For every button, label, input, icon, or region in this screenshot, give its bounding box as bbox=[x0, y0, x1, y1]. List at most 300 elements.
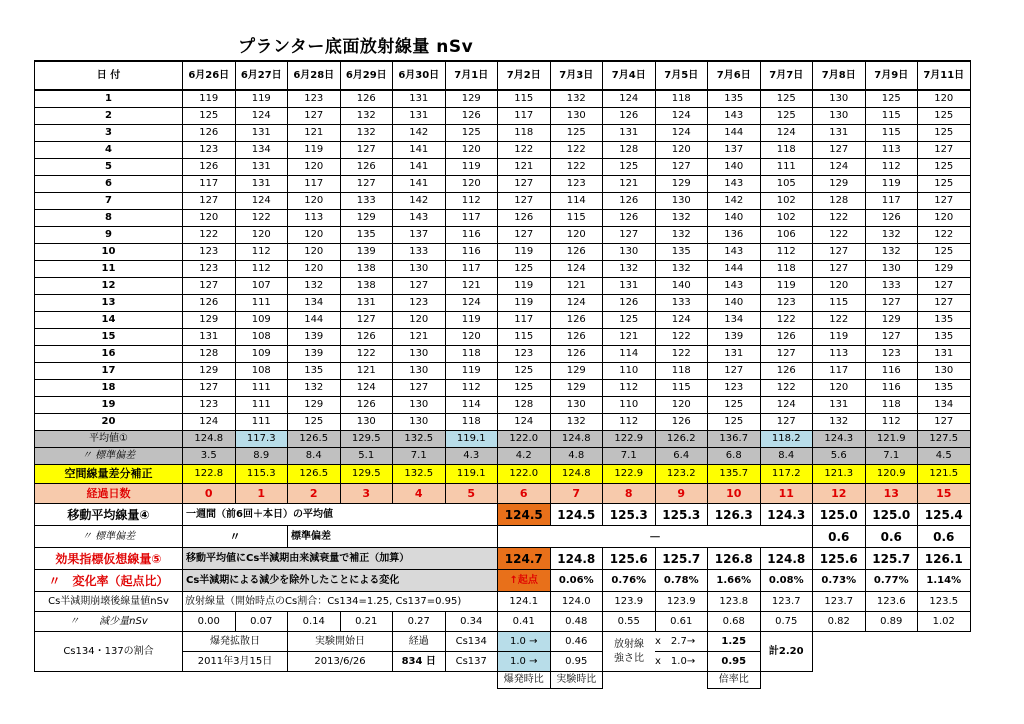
value-cell: 120 bbox=[918, 210, 971, 227]
value-cell: 129 bbox=[655, 176, 708, 193]
row-number: 1 bbox=[35, 90, 183, 108]
moving-average-cell: 125.4 bbox=[918, 504, 971, 526]
value-cell: 118 bbox=[760, 261, 813, 278]
change-rate-cell: 0.77% bbox=[865, 570, 918, 592]
decrease-cell: 0.00 bbox=[183, 612, 236, 632]
value-cell: 123 bbox=[865, 346, 918, 363]
value-cell: 114 bbox=[445, 397, 498, 414]
value-cell: 118 bbox=[760, 142, 813, 159]
cs-decay-cell: 124.0 bbox=[550, 592, 603, 612]
value-cell: 111 bbox=[235, 414, 288, 431]
effect-cell: 125.6 bbox=[813, 548, 866, 570]
value-cell: 122 bbox=[550, 159, 603, 176]
value-cell: 128 bbox=[603, 142, 656, 159]
change-rate-cell: 0.78% bbox=[655, 570, 708, 592]
value-cell: 120 bbox=[393, 312, 446, 329]
average-row bbox=[35, 431, 971, 448]
change-rate-cell: 1.14% bbox=[918, 570, 971, 592]
value-cell: 140 bbox=[708, 159, 761, 176]
elapsed-days-cell: 13 bbox=[865, 484, 918, 504]
value-cell: 108 bbox=[235, 329, 288, 346]
value-cell: 135 bbox=[918, 329, 971, 346]
value-cell: 126 bbox=[445, 108, 498, 125]
blank-cell bbox=[918, 632, 971, 652]
value-cell: 131 bbox=[918, 346, 971, 363]
row-number: 12 bbox=[35, 278, 183, 295]
value-cell: 116 bbox=[445, 244, 498, 261]
value-cell: 127 bbox=[918, 295, 971, 312]
value-cell: 123 bbox=[183, 142, 236, 159]
date-cell: 7月5日 bbox=[655, 61, 708, 90]
value-cell: 111 bbox=[235, 380, 288, 397]
value-cell: 112 bbox=[235, 261, 288, 278]
value-cell: 117 bbox=[445, 261, 498, 278]
cs-decay-note: 放射線量（開始時点のCs割合：Cs134=1.25, Cs137=0.95) bbox=[183, 592, 498, 612]
decrease-cell: 0.82 bbox=[813, 612, 866, 632]
row-number: 20 bbox=[35, 414, 183, 431]
stddev-cell: 3.5 bbox=[183, 448, 236, 465]
experiment-start-date: 2013/6/26 bbox=[288, 652, 393, 672]
value-cell: 126 bbox=[340, 397, 393, 414]
value-cell: 116 bbox=[865, 380, 918, 397]
elapsed-days-cell: 11 bbox=[760, 484, 813, 504]
date-cell: 7月1日 bbox=[445, 61, 498, 90]
value-cell: 127 bbox=[865, 329, 918, 346]
value-cell: 141 bbox=[393, 159, 446, 176]
value-cell: 131 bbox=[393, 90, 446, 108]
value-cell: 128 bbox=[813, 193, 866, 210]
value-cell: 123 bbox=[183, 261, 236, 278]
stddev-cell: 7.1 bbox=[603, 448, 656, 465]
value-cell: 126 bbox=[183, 159, 236, 176]
value-cell: 140 bbox=[708, 295, 761, 312]
correction-cell: 126.5 bbox=[288, 465, 341, 484]
date-cell: 7月2日 bbox=[498, 61, 551, 90]
value-cell: 127 bbox=[918, 193, 971, 210]
moving-stddev-cell: 0.6 bbox=[865, 526, 918, 548]
table-row bbox=[35, 108, 971, 125]
table-row bbox=[35, 244, 971, 261]
elapsed-days-cell: 0 bbox=[183, 484, 236, 504]
value-cell: 127 bbox=[918, 142, 971, 159]
correction-label: 空間線量差分補正 bbox=[35, 465, 183, 484]
value-cell: 127 bbox=[918, 278, 971, 295]
date-cell: 7月4日 bbox=[603, 61, 656, 90]
value-cell: 119 bbox=[865, 176, 918, 193]
value-cell: 141 bbox=[393, 142, 446, 159]
elapsed-days-cell: 1 bbox=[235, 484, 288, 504]
value-cell: 123 bbox=[183, 244, 236, 261]
value-cell: 127 bbox=[760, 414, 813, 431]
value-cell: 127 bbox=[340, 176, 393, 193]
correction-cell: 121.5 bbox=[918, 465, 971, 484]
value-cell: 144 bbox=[288, 312, 341, 329]
value-cell: 119 bbox=[445, 312, 498, 329]
decrease-cell: 0.48 bbox=[550, 612, 603, 632]
value-cell: 120 bbox=[550, 227, 603, 244]
cs-decay-label: Cs半減期崩壊後線量値nSv bbox=[35, 592, 183, 612]
value-cell: 127 bbox=[340, 142, 393, 159]
page-title: プランター底面放射線量 nSv bbox=[238, 37, 474, 57]
change-rate-cell: 0.73% bbox=[813, 570, 866, 592]
row-number: 17 bbox=[35, 363, 183, 380]
value-cell: 125 bbox=[603, 312, 656, 329]
elapsed-header: 経過 bbox=[393, 632, 446, 652]
moving-average-cell: 126.3 bbox=[708, 504, 761, 526]
value-cell: 126 bbox=[603, 295, 656, 312]
value-cell: 122 bbox=[655, 329, 708, 346]
value-cell: 125 bbox=[918, 176, 971, 193]
value-cell: 125 bbox=[708, 397, 761, 414]
table-row bbox=[35, 227, 971, 244]
table-row bbox=[35, 312, 971, 329]
value-cell: 131 bbox=[813, 125, 866, 142]
correction-cell: 123.2 bbox=[655, 465, 708, 484]
value-cell: 124 bbox=[445, 295, 498, 312]
blank-cell bbox=[865, 632, 918, 652]
value-cell: 122 bbox=[498, 142, 551, 159]
row-number: 10 bbox=[35, 244, 183, 261]
value-cell: 129 bbox=[865, 312, 918, 329]
value-cell: 126 bbox=[655, 414, 708, 431]
correction-cell: 119.1 bbox=[445, 465, 498, 484]
value-cell: 122 bbox=[183, 227, 236, 244]
experiment-start-header: 実験開始日 bbox=[288, 632, 393, 652]
correction-cell: 122.0 bbox=[498, 465, 551, 484]
value-cell: 127 bbox=[183, 193, 236, 210]
value-cell: 123 bbox=[498, 346, 551, 363]
correction-cell: 117.2 bbox=[760, 465, 813, 484]
value-cell: 111 bbox=[235, 397, 288, 414]
value-cell: 143 bbox=[708, 176, 761, 193]
elapsed-days-cell: 6 bbox=[498, 484, 551, 504]
value-cell: 127 bbox=[288, 108, 341, 125]
table-row bbox=[35, 159, 971, 176]
value-cell: 124 bbox=[340, 380, 393, 397]
value-cell: 130 bbox=[393, 397, 446, 414]
radiation-strength-label: 放射線 強さ比 bbox=[603, 632, 656, 672]
value-cell: 131 bbox=[235, 159, 288, 176]
moving-average-cell: 125.0 bbox=[865, 504, 918, 526]
correction-cell: 121.3 bbox=[813, 465, 866, 484]
value-cell: 121 bbox=[393, 329, 446, 346]
value-cell: 132 bbox=[655, 227, 708, 244]
date-cell: 7月8日 bbox=[813, 61, 866, 90]
value-cell: 127 bbox=[183, 278, 236, 295]
moving-stddev-row bbox=[35, 526, 971, 548]
value-cell: 131 bbox=[393, 108, 446, 125]
value-cell: 130 bbox=[550, 397, 603, 414]
value-cell: 111 bbox=[760, 159, 813, 176]
value-cell: 130 bbox=[603, 244, 656, 261]
value-cell: 126 bbox=[498, 210, 551, 227]
stddev-cell: 8.4 bbox=[760, 448, 813, 465]
blank-cell bbox=[918, 652, 971, 672]
elapsed-days-cell: 3 bbox=[340, 484, 393, 504]
moving-average-cell: 125.3 bbox=[603, 504, 656, 526]
cs-decay-cell: 124.1 bbox=[498, 592, 551, 612]
value-cell: 120 bbox=[655, 397, 708, 414]
average-cell: 132.5 bbox=[393, 431, 446, 448]
average-cell: 122.9 bbox=[603, 431, 656, 448]
blank-cell bbox=[918, 672, 971, 689]
ditto-mark: 〃 bbox=[183, 526, 288, 548]
table-row bbox=[35, 90, 971, 108]
date-cell: 6月29日 bbox=[340, 61, 393, 90]
value-cell: 126 bbox=[550, 346, 603, 363]
cs-decay-cell: 123.6 bbox=[865, 592, 918, 612]
value-cell: 119 bbox=[445, 159, 498, 176]
average-cell: 127.5 bbox=[918, 431, 971, 448]
value-cell: 119 bbox=[498, 278, 551, 295]
value-cell: 117 bbox=[813, 363, 866, 380]
value-cell: 120 bbox=[183, 210, 236, 227]
value-cell: 137 bbox=[708, 142, 761, 159]
value-cell: 102 bbox=[760, 193, 813, 210]
value-cell: 134 bbox=[708, 312, 761, 329]
value-cell: 129 bbox=[918, 261, 971, 278]
value-cell: 124 bbox=[550, 295, 603, 312]
cs-decay-cell: 123.8 bbox=[708, 592, 761, 612]
correction-cell: 124.8 bbox=[550, 465, 603, 484]
value-cell: 125 bbox=[445, 125, 498, 142]
value-cell: 133 bbox=[393, 244, 446, 261]
row-number: 3 bbox=[35, 125, 183, 142]
blank-cell bbox=[340, 672, 393, 689]
value-cell: 122 bbox=[813, 210, 866, 227]
value-cell: 132 bbox=[655, 261, 708, 278]
decrease-cell: 0.14 bbox=[288, 612, 341, 632]
value-cell: 126 bbox=[603, 193, 656, 210]
value-cell: 127 bbox=[393, 380, 446, 397]
stddev-cell: 4.3 bbox=[445, 448, 498, 465]
total-ratio: 計2.20 bbox=[760, 632, 813, 672]
row-number: 8 bbox=[35, 210, 183, 227]
effect-row bbox=[35, 548, 971, 570]
value-cell: 130 bbox=[393, 261, 446, 278]
effect-cell: 124.8 bbox=[550, 548, 603, 570]
value-cell: 120 bbox=[288, 159, 341, 176]
value-cell: 120 bbox=[918, 90, 971, 108]
change-rate-cell: 1.66% bbox=[708, 570, 761, 592]
value-cell: 119 bbox=[498, 244, 551, 261]
blank-cell bbox=[35, 672, 183, 689]
moving-stddev-label: 〃 標準偏差 bbox=[35, 526, 183, 548]
value-cell: 127 bbox=[498, 176, 551, 193]
stddev-cell: 8.9 bbox=[235, 448, 288, 465]
value-cell: 113 bbox=[288, 210, 341, 227]
cs-decay-cell: 123.9 bbox=[655, 592, 708, 612]
cs134-ratio: 1.0 → bbox=[498, 632, 551, 652]
average-label: 平均値① bbox=[35, 431, 183, 448]
row-number: 6 bbox=[35, 176, 183, 193]
value-cell: 116 bbox=[445, 227, 498, 244]
blank-cell bbox=[393, 672, 446, 689]
effect-cell: 125.7 bbox=[865, 548, 918, 570]
value-cell: 135 bbox=[918, 312, 971, 329]
value-cell: 112 bbox=[603, 380, 656, 397]
row-number: 11 bbox=[35, 261, 183, 278]
value-cell: 132 bbox=[340, 125, 393, 142]
value-cell: 120 bbox=[445, 329, 498, 346]
value-cell: 106 bbox=[760, 227, 813, 244]
effect-cell: 124.7 bbox=[498, 548, 551, 570]
moving-average-cell: 125.3 bbox=[655, 504, 708, 526]
cs-decay-cell: 123.5 bbox=[918, 592, 971, 612]
value-cell: 143 bbox=[393, 210, 446, 227]
value-cell: 126 bbox=[183, 295, 236, 312]
value-cell: 118 bbox=[655, 90, 708, 108]
date-cell: 6月28日 bbox=[288, 61, 341, 90]
effect-cell: 125.7 bbox=[655, 548, 708, 570]
value-cell: 138 bbox=[340, 261, 393, 278]
decrease-cell: 0.21 bbox=[340, 612, 393, 632]
average-cell: 126.2 bbox=[655, 431, 708, 448]
moving-average-cell: 124.5 bbox=[498, 504, 551, 526]
value-cell: 131 bbox=[340, 295, 393, 312]
value-cell: 127 bbox=[340, 312, 393, 329]
average-cell: 119.1 bbox=[445, 431, 498, 448]
stddev-cell: 6.4 bbox=[655, 448, 708, 465]
value-cell: 122 bbox=[918, 227, 971, 244]
blank-cell bbox=[288, 672, 341, 689]
blank-cell bbox=[445, 672, 498, 689]
value-cell: 122 bbox=[340, 346, 393, 363]
value-cell: 133 bbox=[340, 193, 393, 210]
value-cell: 132 bbox=[865, 227, 918, 244]
value-cell: 122 bbox=[655, 346, 708, 363]
value-cell: 130 bbox=[340, 414, 393, 431]
value-cell: 125 bbox=[288, 414, 341, 431]
value-cell: 131 bbox=[603, 125, 656, 142]
value-cell: 120 bbox=[813, 278, 866, 295]
value-cell: 143 bbox=[708, 244, 761, 261]
blank-cell bbox=[760, 672, 813, 689]
stddev-cell: 6.8 bbox=[708, 448, 761, 465]
row-number: 16 bbox=[35, 346, 183, 363]
moving-average-cell: 124.5 bbox=[550, 504, 603, 526]
value-cell: 125 bbox=[918, 159, 971, 176]
value-cell: 119 bbox=[760, 278, 813, 295]
value-cell: 131 bbox=[183, 329, 236, 346]
value-cell: 135 bbox=[918, 380, 971, 397]
value-cell: 126 bbox=[760, 363, 813, 380]
moving-stddev-cell: 0.6 bbox=[813, 526, 866, 548]
value-cell: 127 bbox=[813, 261, 866, 278]
stddev-cell: 4.2 bbox=[498, 448, 551, 465]
value-cell: 138 bbox=[340, 278, 393, 295]
value-cell: 120 bbox=[235, 227, 288, 244]
cs137-ratio-result: 0.95 bbox=[708, 652, 761, 672]
cs137-multiplier: x 1.0→ bbox=[655, 652, 708, 672]
value-cell: 121 bbox=[288, 125, 341, 142]
elapsed-days-row bbox=[35, 484, 971, 504]
value-cell: 125 bbox=[760, 108, 813, 125]
value-cell: 127 bbox=[183, 380, 236, 397]
stddev-cell: 7.1 bbox=[393, 448, 446, 465]
average-cell: 124.3 bbox=[813, 431, 866, 448]
value-cell: 132 bbox=[813, 414, 866, 431]
value-cell: 134 bbox=[918, 397, 971, 414]
blank-cell bbox=[813, 652, 866, 672]
value-cell: 115 bbox=[550, 210, 603, 227]
decrease-cell: 0.89 bbox=[865, 612, 918, 632]
value-cell: 117 bbox=[288, 176, 341, 193]
effect-label: 効果指標仮想線量⑤ bbox=[35, 548, 183, 570]
value-cell: 121 bbox=[550, 278, 603, 295]
decrease-label: 〃 減少量nSv bbox=[35, 612, 183, 632]
value-cell: 127 bbox=[498, 193, 551, 210]
explosion-date-header: 爆発拡散日 bbox=[183, 632, 288, 652]
value-cell: 132 bbox=[340, 108, 393, 125]
correction-cell: 115.3 bbox=[235, 465, 288, 484]
value-cell: 130 bbox=[393, 363, 446, 380]
value-cell: 131 bbox=[603, 278, 656, 295]
value-cell: 140 bbox=[655, 278, 708, 295]
value-cell: 132 bbox=[550, 414, 603, 431]
value-cell: 113 bbox=[865, 142, 918, 159]
value-cell: 123 bbox=[708, 380, 761, 397]
table-row bbox=[35, 380, 971, 397]
value-cell: 120 bbox=[288, 261, 341, 278]
value-cell: 122 bbox=[813, 312, 866, 329]
value-cell: 119 bbox=[288, 142, 341, 159]
cs-decay-row bbox=[35, 592, 971, 612]
correction-cell: 132.5 bbox=[393, 465, 446, 484]
value-cell: 141 bbox=[393, 176, 446, 193]
value-cell: 121 bbox=[445, 278, 498, 295]
value-cell: 142 bbox=[393, 125, 446, 142]
table-row bbox=[35, 363, 971, 380]
value-cell: 118 bbox=[445, 346, 498, 363]
value-cell: 132 bbox=[603, 261, 656, 278]
value-cell: 127 bbox=[813, 244, 866, 261]
value-cell: 108 bbox=[235, 363, 288, 380]
value-cell: 121 bbox=[603, 329, 656, 346]
stddev-cell: 4.8 bbox=[550, 448, 603, 465]
elapsed-days-cell: 9 bbox=[655, 484, 708, 504]
value-cell: 121 bbox=[498, 159, 551, 176]
elapsed-days-cell: 4 bbox=[393, 484, 446, 504]
date-header: 日 付 bbox=[35, 61, 183, 90]
value-cell: 131 bbox=[813, 397, 866, 414]
table-row bbox=[35, 278, 971, 295]
cs134-multiplier: x 2.7→ bbox=[655, 632, 708, 652]
value-cell: 132 bbox=[288, 278, 341, 295]
table-row bbox=[35, 295, 971, 312]
blank-cell bbox=[603, 672, 656, 689]
value-cell: 124 bbox=[655, 108, 708, 125]
value-cell: 124 bbox=[603, 90, 656, 108]
value-cell: 120 bbox=[445, 176, 498, 193]
value-cell: 125 bbox=[183, 108, 236, 125]
value-cell: 123 bbox=[393, 295, 446, 312]
value-cell: 126 bbox=[865, 210, 918, 227]
value-cell: 122 bbox=[813, 227, 866, 244]
row-number: 18 bbox=[35, 380, 183, 397]
value-cell: 124 bbox=[235, 108, 288, 125]
value-cell: 119 bbox=[445, 363, 498, 380]
value-cell: 131 bbox=[235, 176, 288, 193]
moving-stddev-note: 標準偏差 bbox=[288, 526, 498, 548]
start-marker: ↑起点 bbox=[498, 570, 551, 592]
date-cell: 7月11日 bbox=[918, 61, 971, 90]
cs134-label: Cs134 bbox=[445, 632, 498, 652]
ratio-row-1 bbox=[35, 632, 971, 652]
moving-average-cell: 124.3 bbox=[760, 504, 813, 526]
elapsed-days-label: 経過日数 bbox=[35, 484, 183, 504]
row-number: 15 bbox=[35, 329, 183, 346]
